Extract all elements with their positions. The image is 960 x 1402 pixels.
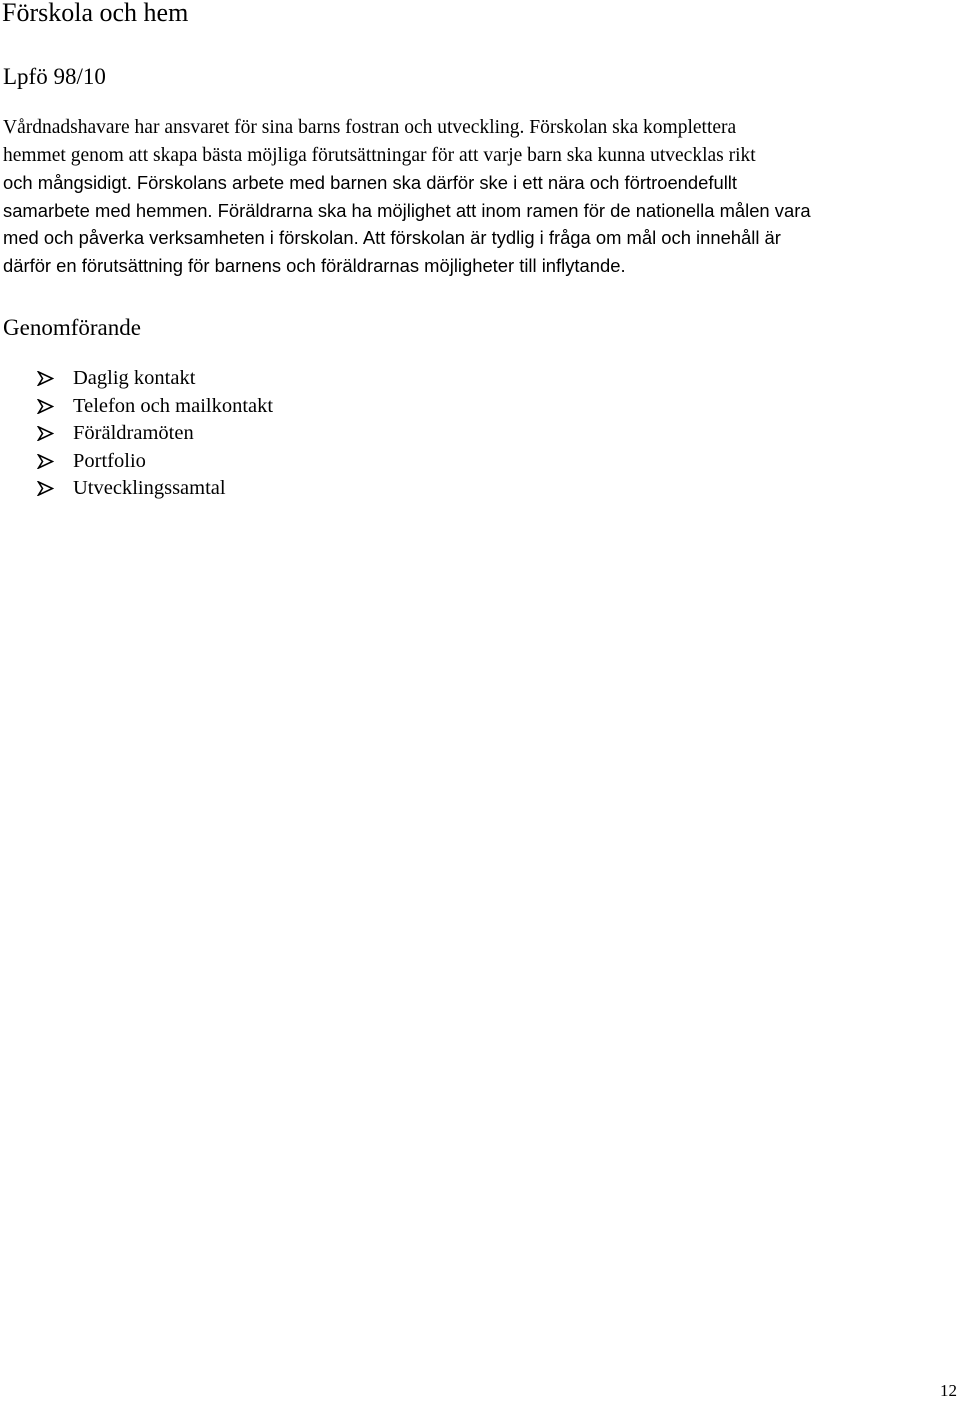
- paragraph-line: därför en förutsättning för barnens och föräldrarnas möjligheter till inflytande.: [3, 254, 626, 276]
- list-item-label: Utvecklingssamtal: [73, 477, 226, 499]
- list-item-label: Föräldramöten: [73, 422, 194, 444]
- arrowhead-bullet-icon: [37, 454, 54, 469]
- arrowhead-bullet-icon: [37, 481, 54, 496]
- paragraph-line: Vårdnadshavare har ansvaret för sina barns fostran och utveckling. Förskolan ska komplettera: [3, 117, 737, 138]
- section-heading: Genomförande: [3, 315, 141, 340]
- paragraph-line: hemmet genom att skapa bästa möjliga förutsättningar för att varje barn ska kunna utvecklas rikt: [3, 144, 756, 166]
- page-number: 12: [940, 1381, 957, 1400]
- list-item-label: Portfolio: [73, 449, 146, 472]
- curriculum-subtitle: Lpfö 98/10: [3, 64, 106, 89]
- paragraph-line: med och påverka verksamheten i förskolan. Att förskolan är tydlig i fråga om mål och innehåll är: [3, 227, 781, 248]
- arrowhead-bullet-icon: [37, 426, 54, 441]
- list-item-label: Daglig kontakt: [73, 367, 196, 389]
- paragraph-line: samarbete med hemmen. Föräldrarna ska ha möjlighet att inom ramen för de nationella målen vara: [3, 199, 811, 221]
- list-item-label: Telefon och mailkontakt: [73, 394, 274, 417]
- paragraph-line: och mångsidigt. Förskolans arbete med barnen ska därför ske i ett nära och förtroendefullt: [3, 172, 737, 193]
- arrowhead-bullet-icon: [37, 399, 54, 414]
- body-paragraph: [3, 114, 959, 279]
- page-title: Förskola och hem: [2, 0, 189, 27]
- arrowhead-bullet-icon: [37, 371, 54, 386]
